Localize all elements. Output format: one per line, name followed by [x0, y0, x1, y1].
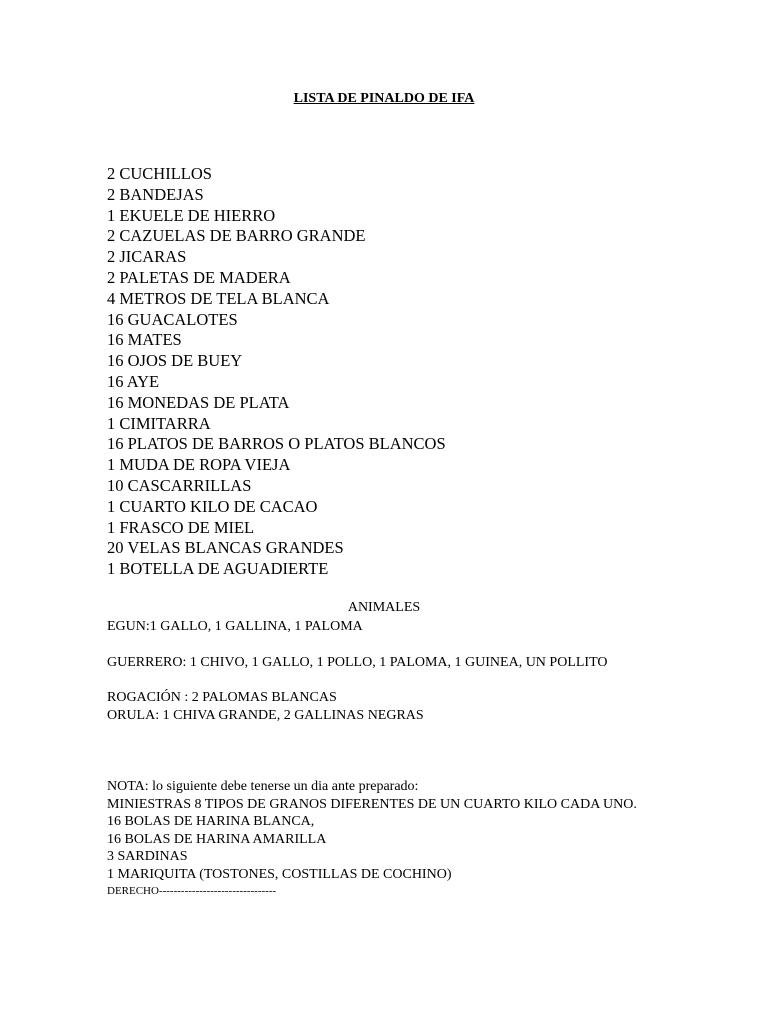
list-item: 1 BOTELLA DE AGUADIERTE: [107, 559, 329, 579]
animals-rogacion: ROGACIÓN : 2 PALOMAS BLANCAS: [107, 690, 337, 705]
note-derecho: DERECHO--------------------------------: [107, 884, 277, 897]
list-item: 16 GUACALOTES: [107, 309, 238, 329]
note-line: 16 BOLAS DE HARINA BLANCA,: [107, 814, 315, 830]
list-item: 16 OJOS DE BUEY: [107, 351, 243, 371]
list-item: 2 CAZUELAS DE BARRO GRANDE: [107, 226, 366, 246]
list-item: 10 CASCARRILLAS: [107, 475, 252, 495]
list-item: 16 PLATOS DE BARROS O PLATOS BLANCOS: [107, 434, 446, 454]
animals-guerrero: GUERRERO: 1 CHIVO, 1 GALLO, 1 POLLO, 1 PALOMA, 1 GUINEA, UN POLLITO: [107, 655, 608, 670]
animals-egun: EGUN:1 GALLO, 1 GALLINA, 1 PALOMA: [107, 619, 363, 634]
animals-heading: ANIMALES: [347, 600, 421, 615]
list-item: 2 CUCHILLOS: [107, 164, 212, 183]
list-item: 4 METROS DE TELA BLANCA: [107, 288, 330, 308]
list-item: 1 FRASCO DE MIEL: [107, 517, 255, 537]
list-item: 2 BANDEJAS: [107, 184, 204, 204]
note-line: 16 BOLAS DE HARINA AMARILLA: [107, 831, 327, 847]
list-item: 16 MONEDAS DE PLATA: [107, 392, 290, 412]
items-list: [107, 164, 446, 580]
note-block: [107, 778, 667, 898]
note-line: MINIESTRAS 8 TIPOS DE GRANOS DIFERENTES DE UN CUARTO KILO CADA UNO.: [107, 796, 637, 812]
document-title: LISTA DE PINALDO DE IFA: [293, 91, 475, 106]
list-item: 16 AYE: [107, 371, 160, 391]
note-line: 3 SARDINAS: [107, 849, 188, 865]
list-item: 1 MUDA DE ROPA VIEJA: [107, 455, 291, 475]
animals-orula: ORULA: 1 CHIVA GRANDE, 2 GALLINAS NEGRAS: [107, 708, 424, 723]
note-line: 1 MARIQUITA (TOSTONES, COSTILLAS DE COCHINO): [107, 866, 452, 882]
note-intro: NOTA: lo siguiente debe tenerse un dia ante preparado:: [107, 779, 419, 794]
list-item: 20 VELAS BLANCAS GRANDES: [107, 538, 344, 558]
list-item: 2 JICARAS: [107, 247, 187, 267]
list-item: 2 PALETAS DE MADERA: [107, 267, 291, 287]
list-item: 1 CIMITARRA: [107, 413, 211, 433]
list-item: 1 EKUELE DE HIERRO: [107, 205, 276, 225]
list-item: 16 MATES: [107, 330, 182, 350]
list-item: 1 CUARTO KILO DE CACAO: [107, 496, 318, 516]
